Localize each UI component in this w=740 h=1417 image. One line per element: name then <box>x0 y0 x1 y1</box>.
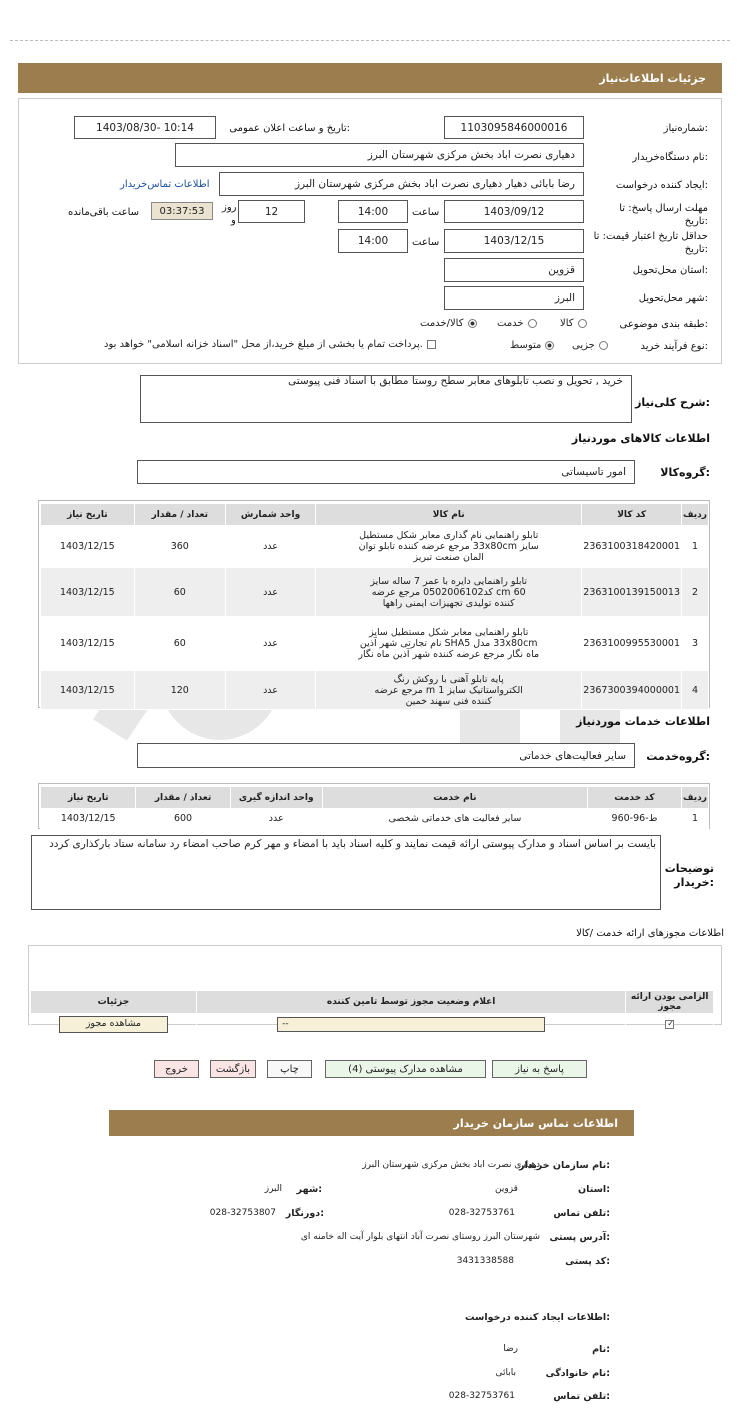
category-option-both[interactable]: کالا/خدمت <box>420 318 477 329</box>
goods-table <box>40 503 709 710</box>
buyer-notes-label: توضیحات خریدار: <box>664 862 714 889</box>
col-header: تعداد / مقدار <box>134 504 225 526</box>
deadline-time-label: ساعت <box>412 207 440 218</box>
col-header: ردیف <box>682 787 709 809</box>
permit-status-field: -- <box>277 1017 545 1032</box>
deadline-label: مهلت ارسال پاسخ: تا تاریخ: <box>619 203 708 227</box>
cell-qty: 600 <box>136 809 230 829</box>
contact-postal-label: کد پستی: <box>565 1256 610 1267</box>
col-header: الزامی بودن ارائه مجوز <box>626 991 714 1014</box>
cell-name: تابلو راهنمایی معابر شکل مستطیل سایز 33x80cm مدل SHA5 نام تجارتی شهر آذین ماه نگار مرجع عرضه کننده شهر آذین ماه نگار <box>316 617 582 671</box>
announce-label: تاریخ و ساعت اعلان عمومی: <box>229 123 350 134</box>
description-box: خرید , تحویل و نصب تابلوهای معابر سطح روستا مطابق با اسناد فنی پیوستی <box>140 375 632 423</box>
buyer-org-field: دهیاری نصرت اباد بخش مرکزی شهرستان البرز <box>175 143 584 167</box>
province-field: قزوین <box>444 258 584 282</box>
cell-name: تابلو راهنمایی دایره با عمر 7 ساله سایز 60 cm کد0502006102 مرجع عرضه کننده تولیدی تجهیزات ایمنی راهها <box>316 568 582 617</box>
cell-code: ط-96-960 <box>587 809 681 829</box>
goods-section-title: اطلاعات کالاهای موردنیاز <box>571 432 710 445</box>
cell-date: 1403/12/15 <box>41 568 135 617</box>
cell-qty: 360 <box>134 526 225 568</box>
contact-org-label: نام سازمان خریدار: <box>519 1160 610 1171</box>
contact-org-value: دهیاری نصرت اباد بخش مرکزی شهرستان البرز <box>362 1160 540 1170</box>
creator-family-label: نام خانوادگی: <box>545 1368 610 1379</box>
cell-code: 2363100995530001 <box>582 617 682 671</box>
cell-qty: 60 <box>134 568 225 617</box>
creator-phone-label: تلفن تماس: <box>553 1391 610 1402</box>
description-label: شرح کلی‌نیاز: <box>635 396 710 409</box>
table-row <box>41 671 709 710</box>
contact-postal-value: 3431338588 <box>456 1256 514 1266</box>
table-row <box>41 809 709 829</box>
required-cell <box>626 1014 714 1036</box>
print-button[interactable]: چاپ <box>267 1060 312 1078</box>
creator-field: رضا بابائی دهیار دهیاری نصرت اباد بخش مرکزی شهرستان البرز <box>219 172 584 196</box>
col-header: کد خدمت <box>587 787 681 809</box>
cell-index: 2 <box>682 568 709 617</box>
services-table-header <box>41 787 709 809</box>
process-label: نوع فرآیند خرید: <box>640 341 708 352</box>
validity-date-field: 1403/12/15 <box>444 229 584 253</box>
view-permit-button[interactable]: مشاهده مجوز <box>59 1016 168 1033</box>
radio-selected-icon[interactable] <box>468 319 477 328</box>
services-table <box>40 786 709 829</box>
contact-province-value: قزوین <box>495 1184 518 1194</box>
need-number-label: شماره‌نیاز: <box>663 123 708 134</box>
table-row <box>41 568 709 617</box>
col-header: تعداد / مقدار <box>136 787 230 809</box>
cell-index: 4 <box>682 671 709 710</box>
creator-family-value: بابائی <box>495 1368 516 1378</box>
goods-table-header <box>41 504 709 526</box>
remaining-timer: 03:37:53 <box>151 202 213 220</box>
category-option-service[interactable]: خدمت <box>497 318 537 329</box>
creator-name-label: نام: <box>592 1344 610 1355</box>
category-label: طبقه بندی موضوعی: <box>619 319 708 330</box>
days-field: 12 <box>238 200 305 223</box>
back-button[interactable]: بازگشت <box>210 1060 256 1078</box>
process-option-minor[interactable]: جزیی <box>572 340 608 351</box>
table-row <box>41 526 709 568</box>
cell-date: 1403/12/15 <box>41 671 135 710</box>
validity-time-label: ساعت <box>412 237 440 248</box>
goods-group-label: گروه‌کالا: <box>660 466 710 479</box>
details-cell <box>31 1014 197 1036</box>
creator-label: ایجاد کننده درخواست: <box>615 180 708 191</box>
attachments-button[interactable]: مشاهده مدارک پیوستی (4) <box>325 1060 486 1078</box>
radio-selected-icon[interactable] <box>545 341 554 350</box>
city-label: شهر محل‌تحویل: <box>638 293 708 304</box>
contact-phone-label: تلفن تماس: <box>553 1208 610 1219</box>
check-icon: ✓ <box>667 1019 674 1028</box>
cell-index: 1 <box>682 526 709 568</box>
validity-label: حداقل تاریخ اعتبار قیمت: تا تاریخ: <box>593 231 708 255</box>
cell-qty: 120 <box>134 671 225 710</box>
creator-phone-value: 028-32753761 <box>448 1391 515 1401</box>
contact-address-label: آدرس پستی: <box>549 1232 610 1243</box>
cell-unit: عدد <box>225 671 315 710</box>
deadline-date-field: 1403/09/12 <box>444 200 584 223</box>
cell-unit: عدد <box>230 809 322 829</box>
need-number-field: 1103095846000016 <box>444 116 584 139</box>
col-header: واحد شمارش <box>225 504 315 526</box>
status-cell <box>196 1014 626 1036</box>
city-field: البرز <box>444 286 584 310</box>
radio-icon[interactable] <box>599 341 608 350</box>
col-header: اعلام وضعیت مجوز توسط تامین کننده <box>196 991 626 1014</box>
contact-title: اطلاعات تماس سازمان خریدار <box>453 1116 618 1130</box>
contact-province-label: استان: <box>578 1184 610 1195</box>
days-label: روز <box>222 202 237 213</box>
reply-button[interactable]: پاسخ به نیاز <box>492 1060 587 1078</box>
cell-index: 1 <box>682 809 709 829</box>
table-row <box>31 1014 714 1036</box>
creator-name-value: رضا <box>503 1344 518 1354</box>
table-row <box>41 617 709 671</box>
buyer-contact-link[interactable]: اطلاعات تماس‌خریدار <box>120 179 210 190</box>
radio-icon[interactable] <box>578 319 587 328</box>
cell-index: 3 <box>682 617 709 671</box>
page-title: جزئیات اطلاعات‌نیاز <box>599 71 706 85</box>
contact-fax-label: دورنگار: <box>285 1208 324 1219</box>
cell-unit: عدد <box>225 568 315 617</box>
cell-date: 1403/12/15 <box>41 809 136 829</box>
cell-qty: 60 <box>134 617 225 671</box>
col-header: تاریخ نیاز <box>41 504 135 526</box>
buyer-org-label: نام دستگاه‌خریدار: <box>632 152 708 163</box>
validity-time-field: 14:00 <box>338 229 408 253</box>
goods-group-field: امور تاسیساتی <box>137 460 635 484</box>
contact-address-value: شهرستان البرز روستای نصرت آباد انتهای بلوار آیت اله خامنه ای <box>300 1232 540 1242</box>
cell-date: 1403/12/15 <box>41 526 135 568</box>
cell-code: 2363100139150013 <box>582 568 682 617</box>
page-title-bar <box>18 63 722 93</box>
permits-table <box>30 990 714 1036</box>
services-group-label: گروه‌خدمت: <box>646 750 710 763</box>
cell-code: 2367300394000001 <box>582 671 682 710</box>
col-header: نام خدمت <box>322 787 587 809</box>
services-section-title: اطلاعات خدمات موردنیاز <box>576 715 710 728</box>
payment-option[interactable]: پرداخت تمام یا بخشی از مبلغ خرید،از محل "اسناد خزانه اسلامی" خواهد بود. <box>104 339 436 350</box>
creator-info-title: اطلاعات ایجاد کننده درخواست: <box>464 1312 610 1323</box>
checkbox-icon[interactable] <box>427 340 436 349</box>
contact-fax-value: 028-32753807 <box>209 1208 276 1218</box>
cell-name: تابلو راهنمایی نام گذاری معابر شکل مستطیل سایز 33x80cm مرجع عرضه کننده تابلو توان المان صنعت تبریز <box>316 526 582 568</box>
permits-header <box>31 991 714 1014</box>
col-header: ردیف <box>682 504 709 526</box>
col-header: تاریخ نیاز <box>41 787 136 809</box>
announce-field: 1403/08/30- 10:14 <box>74 116 216 139</box>
services-group-field: سایر فعالیت‌های خدماتی <box>137 743 635 768</box>
days-and-label: و <box>231 215 236 226</box>
exit-button[interactable]: خروج <box>154 1060 199 1078</box>
process-option-medium[interactable]: متوسط <box>510 340 554 351</box>
cell-name: سایر فعالیت های خدماتی شخصی <box>322 809 587 829</box>
cell-code: 2363100318420001 <box>582 526 682 568</box>
col-header: واحد اندازه گیری <box>230 787 322 809</box>
contact-city-label: شهر: <box>296 1184 322 1195</box>
cell-name: پایه تابلو آهنی با روکش رنگ الکترواستاتیک سایز 1 m مرجع عرضه کننده فنی سهند خمین <box>316 671 582 710</box>
col-header: کد کالا <box>582 504 682 526</box>
province-label: استان محل‌تحویل: <box>632 265 708 276</box>
cell-unit: عدد <box>225 617 315 671</box>
contact-title-bar <box>109 1110 634 1136</box>
buyer-notes-box: بایست بر اساس اسناد و مدارک پیوستی ارائه قیمت نمایند و کلیه اسناد باید با امضاء و مهر کرم صاحب امضاء رد سامانه ستاد بارکذاری کردد <box>31 835 661 910</box>
contact-phone-value: 028-32753761 <box>448 1208 515 1218</box>
col-header: نام کالا <box>316 504 582 526</box>
radio-icon[interactable] <box>528 319 537 328</box>
deadline-time-field: 14:00 <box>338 200 408 223</box>
permits-title: اطلاعات مجوزهای ارائه خدمت /کالا <box>576 928 724 939</box>
cell-unit: عدد <box>225 526 315 568</box>
col-header: جزئیات <box>31 991 197 1014</box>
category-option-goods[interactable]: کالا <box>560 318 587 329</box>
cell-date: 1403/12/15 <box>41 617 135 671</box>
contact-city-value: البرز <box>264 1184 282 1194</box>
top-divider <box>10 40 730 41</box>
remaining-label: ساعت باقی‌مانده <box>68 207 140 218</box>
